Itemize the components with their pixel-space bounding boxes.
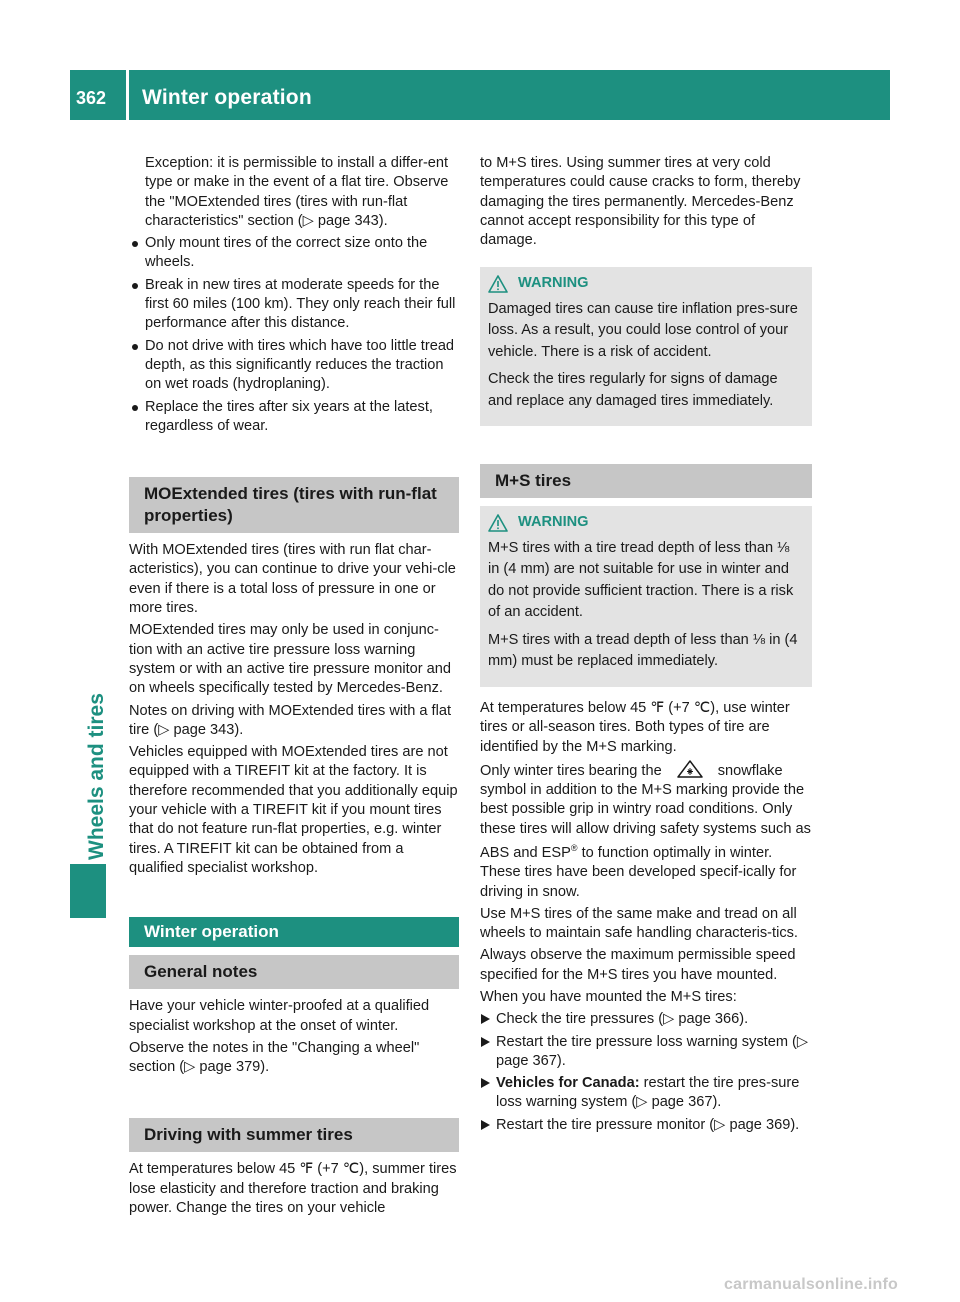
ms-paragraph-2-middle: snowflake symbol in addition to the M+S marking provide the best possible grip in wintry road conditions. Only these tires will allow driving safety systems such as ABS and ESP — [480, 762, 811, 861]
general-notes-paragraph-1: Have your vehicle winter-proofed at a qualified specialist workshop at the onset of winter. — [129, 998, 430, 1034]
watermark: carmanualsonline.info — [724, 1276, 899, 1293]
list-item: Replace the tires after six years at the latest, regardless of wear. — [129, 398, 459, 437]
moextended-paragraph-4: Vehicles equipped with MOExtended tires are not equipped with a TIREFIT kit at the factory. It is therefore recommended that you additionally equip your vehicle with a TIREFIT kit if you mount tires that do not feature run-flat properties, e.g. winter tires. A TIREFIT kit can be obtained from a qualified specialist workshop. — [129, 744, 458, 876]
warning-text-1: M+S tires with a tire tread depth of less than ⅛ in (4 mm) are not suitable for use in winter and do not provide sufficient traction. There is a risk of an accident. — [488, 539, 794, 621]
side-tab-marker — [70, 864, 106, 918]
ms-paragraph-2-end: to function optimally in winter. These tires have been developed specif-ically for driving in snow. — [480, 844, 797, 900]
ms-tires-heading: M+S tires — [480, 464, 812, 498]
general-notes-heading: General notes — [129, 955, 459, 989]
step-item: Check the tire pressures (▷ page 366). — [480, 1010, 812, 1029]
warning-label: WARNING — [518, 275, 589, 292]
page-number: 362 — [76, 88, 107, 108]
winter-operation-heading: Winter operation — [129, 917, 459, 947]
general-notes-paragraph-2: Observe the notes in the "Changing a wheel" section (▷ page 379). — [129, 1039, 420, 1076]
snowflake-mountain-icon — [676, 760, 704, 778]
ms-paragraph-1: At temperatures below 45 ℉ (+7 ℃), use winter tires or all-season tires. Both types of tire are identified by the M+S marking. — [480, 699, 790, 755]
ms-paragraph-3: Use M+S tires of the same make and tread on all wheels to maintain safe handling characteris-tics. — [480, 905, 798, 942]
moextended-heading: MOExtended tires (tires with run-flat properties) — [129, 477, 459, 533]
right-column — [480, 154, 812, 1138]
warning-box-ms-tires — [480, 506, 812, 687]
list-item: Do not drive with tires which have too little tread depth, as this significantly reduces the traction on wet roads (hydroplaning). — [129, 337, 459, 395]
header-divider — [126, 70, 129, 120]
warning-text-2: M+S tires with a tread depth of less than ⅛ in (4 mm) must be replaced immediately. — [488, 631, 798, 670]
left-column — [129, 154, 459, 1221]
ms-paragraph-2-start: Only winter tires bearing the — [480, 762, 662, 779]
summer-tires-heading: Driving with summer tires — [129, 1118, 459, 1152]
ms-paragraph-5: When you have mounted the M+S tires: — [480, 989, 737, 1005]
page-title: Winter operation — [142, 86, 312, 109]
warning-title — [488, 512, 804, 534]
section-side-label: Wheels and tires — [85, 693, 108, 860]
warning-triangle-icon — [488, 514, 508, 532]
summer-tires-paragraph: At temperatures below 45 ℉ (+7 ℃), summer tires lose elasticity and therefore traction and braking power. Change the tires on your vehicle — [129, 1161, 457, 1216]
ms-paragraph-4: Always observe the maximum permissible speed specified for the M+S tires you have mounted. — [480, 947, 796, 983]
warning-text-2: Check the tires regularly for signs of damage and replace any damaged tires immediately. — [488, 371, 778, 409]
step-item: Restart the tire pressure loss warning system (▷ page 367). — [480, 1033, 812, 1072]
intro-paragraph: Exception: it is permissible to install a differ-ent type or make in the event of a flat tire. Observe the "MOExtended tires (tires with run-flat characteristics" section (▷ page 343). — [145, 155, 449, 229]
warning-title — [488, 273, 804, 295]
continued-paragraph: to M+S tires. Using summer tires at very cold temperatures could cause cracks to form, thereby damaging the tires permanently. Mercedes-Benz cannot accept responsibility for this type of damage. — [480, 155, 801, 249]
ms-paragraph-2 — [480, 760, 812, 902]
moextended-paragraph-3: Notes on driving with MOExtended tires with a flat tire (▷ page 343). — [129, 702, 452, 738]
step-item: Vehicles for Canada: restart the tire pres-sure loss warning system (▷ page 367). — [480, 1074, 812, 1113]
step-item: Restart the tire pressure monitor (▷ page 369). — [480, 1116, 812, 1135]
warning-label: WARNING — [518, 514, 589, 531]
warning-triangle-icon — [488, 275, 508, 293]
moextended-paragraph-2: MOExtended tires may only be used in conjunc-tion with an active tire pressure loss warning system or with an active tire pressure monitor and on wheels specifically tested by Mercedes-Benz. — [129, 622, 452, 697]
list-item: Only mount tires of the correct size onto the wheels. — [129, 234, 459, 273]
moextended-paragraph-1: With MOExtended tires (tires with run flat char-acteristics), you can continue to drive your vehi-cle even if there is a total loss of pressure in one or more tires. — [129, 542, 456, 617]
warning-box-damaged-tires — [480, 267, 812, 426]
warning-text-1: Damaged tires can cause tire inflation pres-sure loss. As a result, you could lose control of your vehicle. There is a risk of accident. — [488, 300, 798, 360]
list-item: Break in new tires at moderate speeds for the first 60 miles (100 km). They only reach their full performance after this distance. — [129, 276, 459, 334]
registered-mark: ® — [570, 843, 578, 854]
